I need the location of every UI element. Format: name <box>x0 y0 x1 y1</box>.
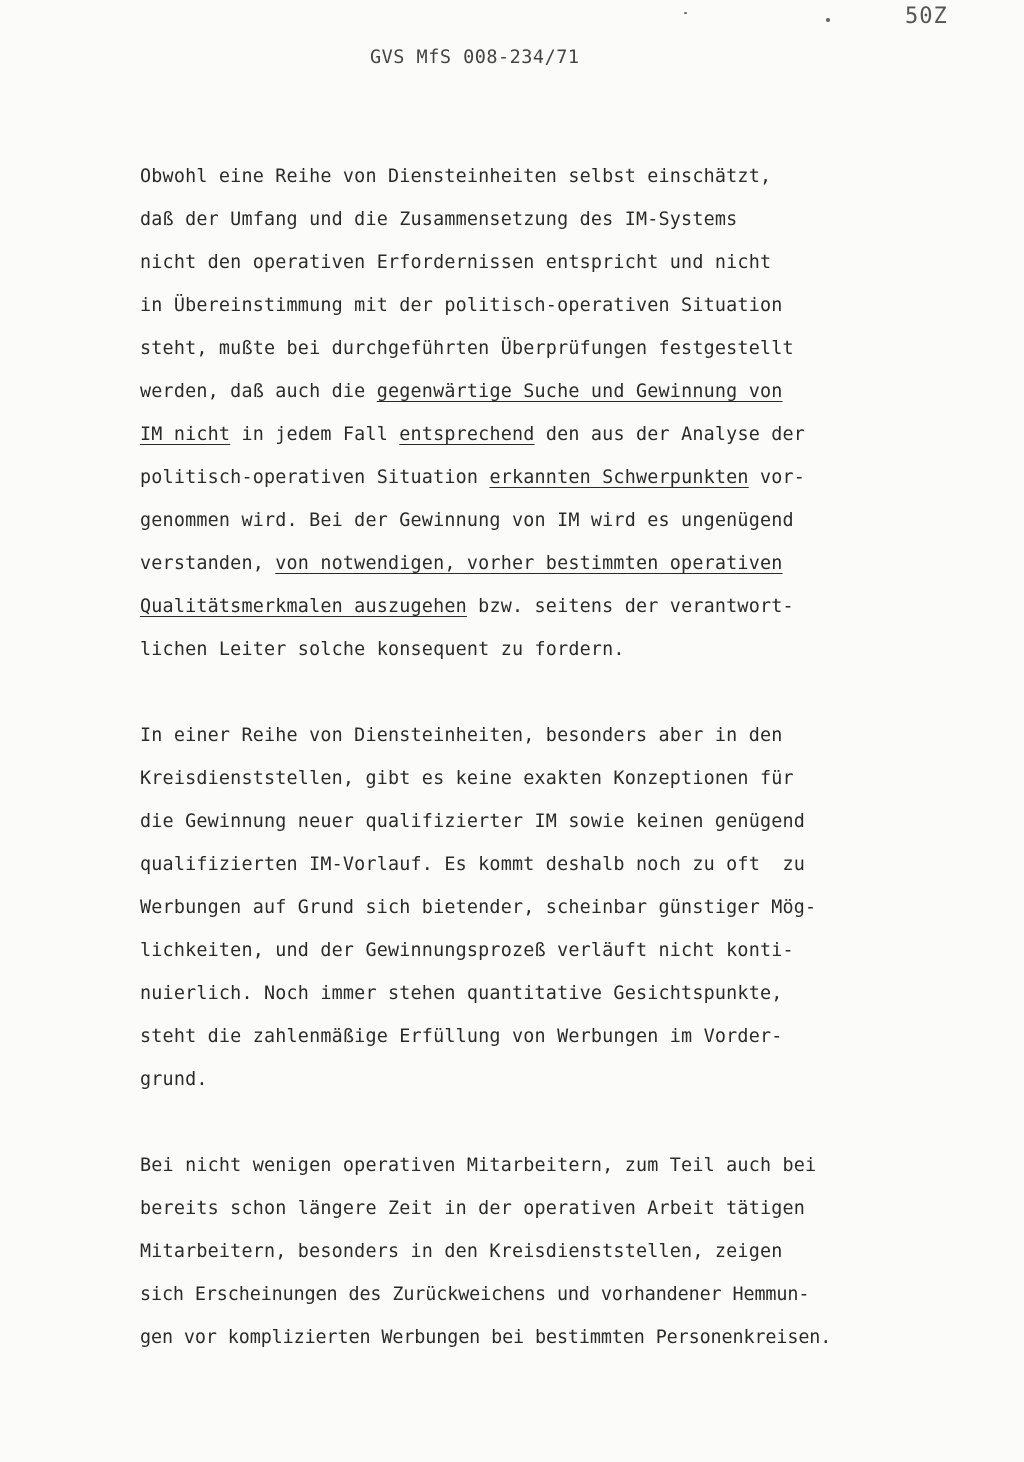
text-line <box>140 628 990 671</box>
text-run: steht die zahlenmäßige Erfüllung von Werbungen im Vorder- <box>140 1026 783 1047</box>
text-run: politisch-operativen Situation <box>140 467 490 488</box>
text-line <box>140 542 990 585</box>
paragraph <box>140 714 990 1101</box>
text-run: qualifizierten IM-Vorlauf. Es kommt deshalb noch zu oft zu <box>140 854 806 875</box>
text-line <box>140 1187 990 1230</box>
text-line <box>140 1316 990 1359</box>
text-run: Kreisdienststellen, gibt es keine exakten Konzeptionen für <box>140 768 794 789</box>
text-line <box>140 800 990 843</box>
text-line <box>140 241 990 284</box>
text-line <box>140 499 990 542</box>
text-run: bzw. seitens der verantwort- <box>466 596 794 617</box>
text-run: vor- <box>748 467 806 488</box>
text-run: genommen wird. Bei der Gewinnung von IM wird es ungenügend <box>140 510 794 531</box>
text-run: den aus der Analyse der <box>534 424 806 445</box>
text-run: Mitarbeitern, besonders in den Kreisdienststellen, zeigen <box>140 1241 783 1262</box>
text-line <box>140 714 990 757</box>
underlined-text: erkannten Schwerpunkten <box>489 467 749 488</box>
underlined-text: IM nicht <box>140 424 231 445</box>
underlined-text: von notwendigen, vorher bestimmten operativen <box>275 553 783 574</box>
text-run: Werbungen auf Grund sich bietender, scheinbar günstiger Mög- <box>140 897 817 918</box>
text-run: Obwohl eine Reihe von Diensteinheiten selbst einschätzt, <box>140 166 772 187</box>
text-line <box>140 327 990 370</box>
text-run: daß der Umfang und die Zusammensetzung des IM-Systems <box>140 209 738 230</box>
text-line <box>140 370 990 413</box>
text-line <box>140 929 990 972</box>
text-run: sich Erscheinungen des Zurückweichens und vorhandener Hemmun- <box>140 1284 810 1305</box>
underlined-text: gegenwärtige Suche und Gewinnung von <box>376 381 783 402</box>
text-run: verstanden, <box>140 553 276 574</box>
text-line <box>140 1058 990 1101</box>
text-run: In einer Reihe von Diensteinheiten, besonders aber in den <box>140 725 783 746</box>
text-run: gen vor komplizierten Werbungen bei bestimmten Personenkreisen. <box>140 1327 832 1348</box>
underlined-text: Qualitätsmerkmalen auszugehen <box>140 596 467 617</box>
text-run: steht, mußte bei durchgeführten Überprüfungen festgestellt <box>140 338 794 359</box>
text-line <box>140 585 990 628</box>
document-body <box>140 155 990 1359</box>
text-run: in jedem Fall <box>230 424 400 445</box>
text-run: grund. <box>140 1069 208 1090</box>
text-run: nuierlich. Noch immer stehen quantitative Gesichtspunkte, <box>140 983 783 1004</box>
text-line <box>140 972 990 1015</box>
paragraph-gap <box>140 1101 990 1144</box>
underlined-text: entsprechend <box>399 424 535 445</box>
paragraph-gap <box>140 671 990 714</box>
text-run: Bei nicht wenigen operativen Mitarbeitern, zum Teil auch bei <box>140 1155 817 1176</box>
text-run: nicht den operativen Erfordernissen entspricht und nicht <box>140 252 772 273</box>
text-line <box>140 757 990 800</box>
paragraph <box>140 1144 990 1359</box>
text-run: bereits schon längere Zeit in der operativen Arbeit tätigen <box>140 1198 806 1219</box>
page-number: 50Z <box>905 4 948 29</box>
text-line <box>140 1015 990 1058</box>
text-line <box>140 1144 990 1187</box>
text-run: in Übereinstimmung mit der politisch-operativen Situation <box>140 295 783 316</box>
text-line <box>140 284 990 327</box>
document-reference: GVS MfS 008-234/71 <box>370 47 580 68</box>
text-line <box>140 155 990 198</box>
text-line <box>140 843 990 886</box>
text-run: die Gewinnung neuer qualifizierter IM sowie keinen genügend <box>140 811 806 832</box>
paragraph <box>140 155 990 671</box>
text-line <box>140 413 990 456</box>
text-run: lichkeiten, und der Gewinnungsprozeß verläuft nicht konti- <box>140 940 794 961</box>
text-run: werden, daß auch die <box>140 381 377 402</box>
paper-speck <box>684 12 687 14</box>
text-line <box>140 886 990 929</box>
text-line <box>140 1273 990 1316</box>
text-line <box>140 1230 990 1273</box>
text-line <box>140 456 990 499</box>
paper-speck <box>826 18 830 22</box>
text-run: lichen Leiter solche konsequent zu fordern. <box>140 639 625 660</box>
text-line <box>140 198 990 241</box>
